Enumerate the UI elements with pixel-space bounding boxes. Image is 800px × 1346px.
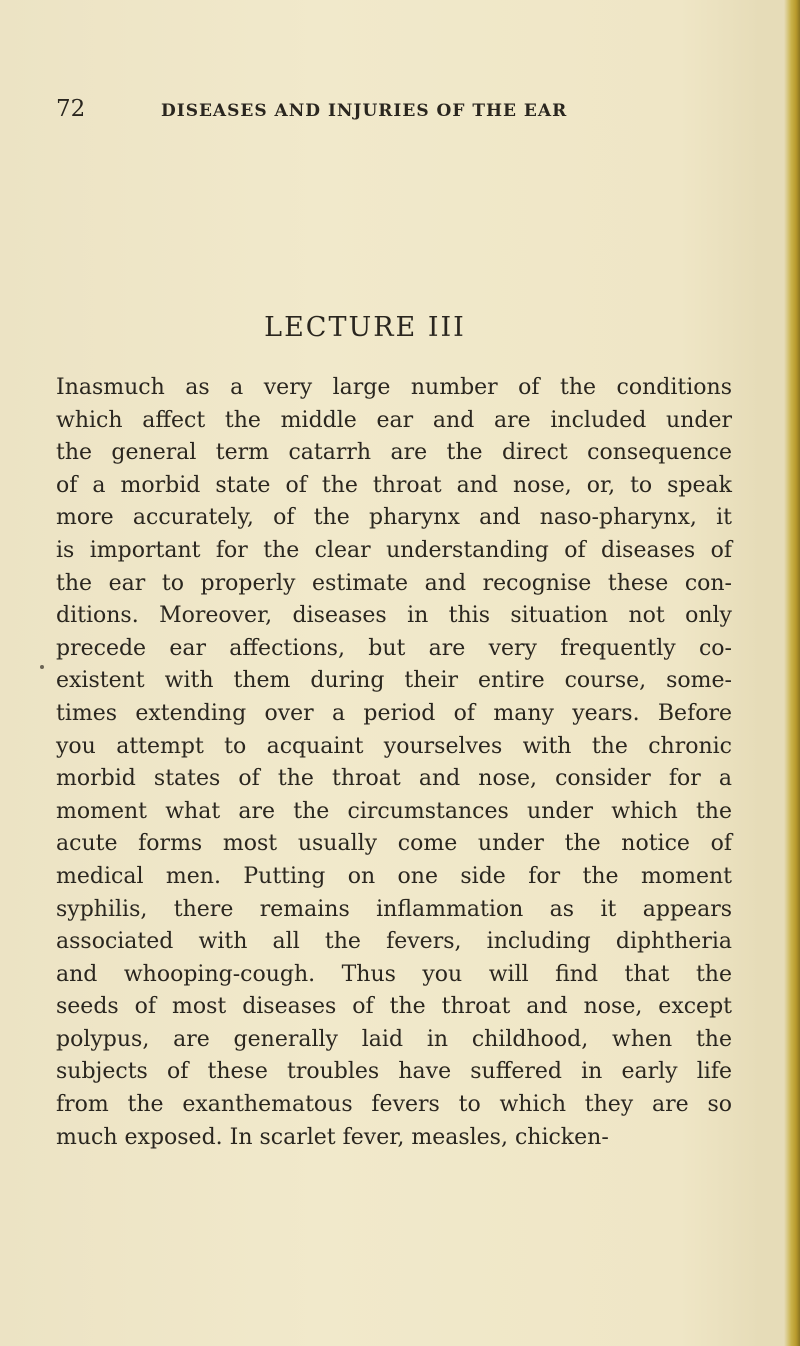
text-line: more accurately, of the pharynx and naso-pharynx, it [56,505,732,531]
text-line: seeds of most diseases of the throat and nose, except [56,994,732,1020]
text-line: you attempt to acquaint yourselves with the chronic [56,733,732,759]
text-line: the ear to properly estimate and recognise these con- [56,570,732,596]
text-line: acute forms most usually come under the notice of [56,831,732,857]
body-text [56,372,732,1154]
text-line: syphilis, there remains inflammation as it appears [56,896,732,922]
text-line: times extending over a period of many years. Before [56,700,732,726]
text-line: from the exanthematous fevers to which they are so [56,1092,732,1118]
text-line: much exposed. In scarlet fever, measles, chicken- [56,1124,609,1150]
text-line: medical men. Putting on one side for the moment [56,863,732,889]
margin-mark [40,665,44,669]
text-line: subjects of these troubles have suffered in early life [56,1059,732,1085]
text-line: the general term catarrh are the direct consequence [56,440,732,466]
text-line: ditions. Moreover, diseases in this situation not only [56,603,732,629]
text-line: is important for the clear understanding of diseases of [56,537,732,563]
lecture-title: LECTURE III [264,312,466,343]
running-head [56,96,756,126]
text-line: moment what are the circumstances under which the [56,798,732,824]
text-line: which affect the middle ear and are included under [56,407,732,433]
text-line: morbid states of the throat and nose, consider for a [56,766,732,792]
text-line: Inasmuch as a very large number of the conditions [56,375,732,400]
text-line: polypus, are generally laid in childhood, when the [56,1026,732,1052]
text-line: associated with all the fevers, including diphtheria [56,929,732,955]
running-title: DISEASES AND INJURIES OF THE EAR [161,101,568,121]
text-line: and whooping-cough. Thus you will find that the [56,961,732,987]
page-number: 72 [56,96,86,122]
text-line: existent with them during their entire course, some- [56,668,732,694]
text-line: of a morbid state of the throat and nose, or, to speak [56,472,732,498]
page-edge [784,0,800,1346]
text-line: precede ear affections, but are very frequently co- [56,635,732,661]
